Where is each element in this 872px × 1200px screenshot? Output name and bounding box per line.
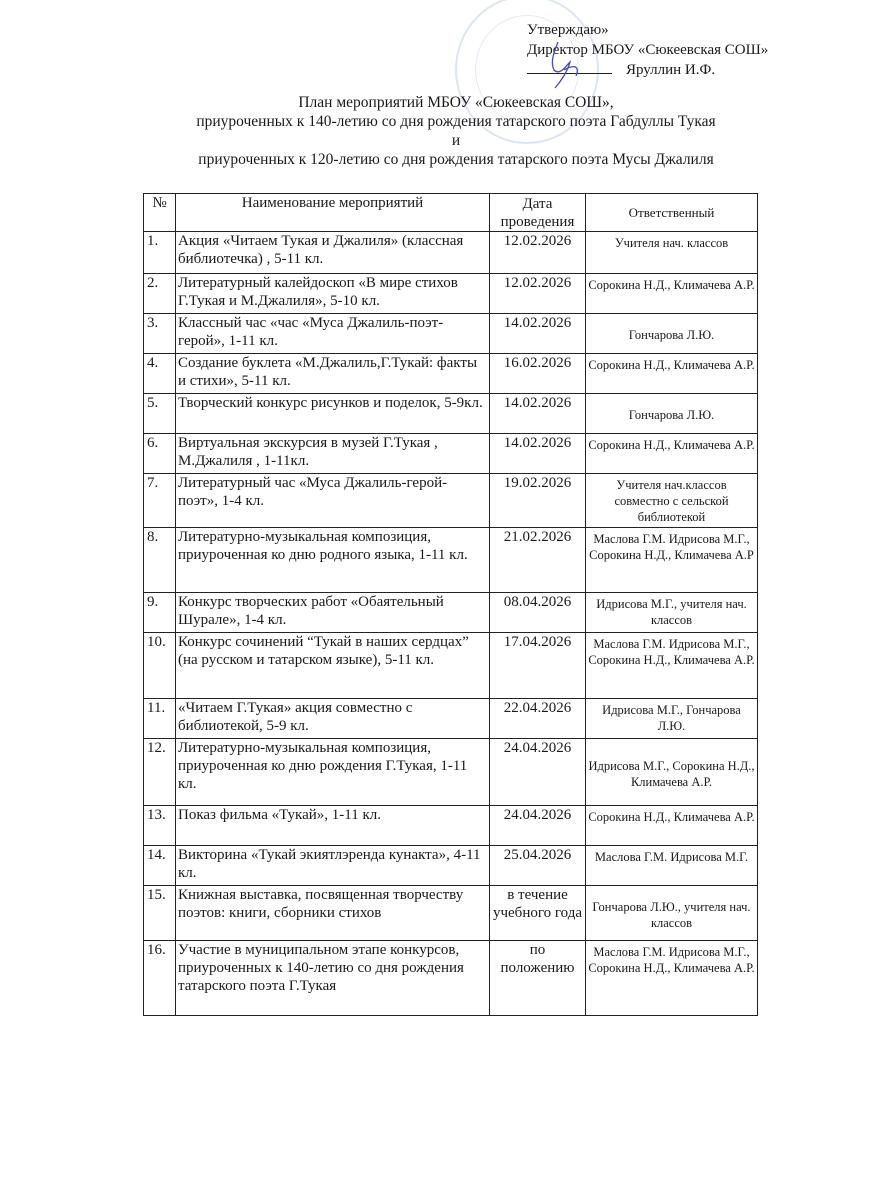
row-number: 11. <box>144 699 176 739</box>
event-name: Создание буклета «М.Джалиль,Г.Тукай: факты и стихи», 5-11 кл. <box>176 354 490 394</box>
title-line: приуроченных к 140-летию со дня рождения татарского поэта Габдуллы Тукая <box>196 113 716 130</box>
event-date: 08.04.2026 <box>490 593 586 633</box>
event-name: Конкурс творческих работ «Обаятельный Шурале», 1-4 кл. <box>176 593 490 633</box>
responsible: Маслова Г.М. Идрисова М.Г., Сорокина Н.Д., Климачева А.Р. <box>586 941 758 1016</box>
responsible: Гончарова Л.Ю. <box>586 394 758 434</box>
responsible: Маслова Г.М. Идрисова М.Г., Сорокина Н.Д., Климачева А.Р <box>586 528 758 593</box>
event-date: 22.04.2026 <box>490 699 586 739</box>
title-line: приуроченных к 120-летию со дня рождения татарского поэта Мусы Джалиля <box>198 151 714 168</box>
event-date: 19.02.2026 <box>490 474 586 528</box>
table-row <box>144 354 758 394</box>
responsible: Идрисова М.Г., учителя нач. классов <box>586 593 758 633</box>
row-number: 6. <box>144 434 176 474</box>
row-number: 8. <box>144 528 176 593</box>
event-name: Конкурс сочинений “Тукай в наших сердцах” (на русском и татарском языке), 5-11 кл. <box>176 633 490 699</box>
approver-name: Яруллин И.Ф. <box>626 62 716 78</box>
table-row <box>144 274 758 314</box>
responsible: Маслова Г.М. Идрисова М.Г. <box>586 846 758 886</box>
table-row <box>144 232 758 274</box>
event-date: 21.02.2026 <box>490 528 586 593</box>
event-name: Виртуальная экскурсия в музей Г.Тукая , М.Джалиля , 1-11кл. <box>176 434 490 474</box>
approver-position: Директор МБОУ «Сюкеевская СОШ» <box>527 42 769 58</box>
table-row <box>144 806 758 846</box>
responsible: Учителя нач. классов <box>586 232 758 274</box>
row-number: 15. <box>144 886 176 941</box>
approval-label: Утверждаю» <box>527 22 609 38</box>
row-number: 10. <box>144 633 176 699</box>
responsible: Гончарова Л.Ю. <box>586 314 758 354</box>
table-row <box>144 739 758 806</box>
responsible: Гончарова Л.Ю., учителя нач. классов <box>586 886 758 941</box>
title-line: План мероприятий МБОУ «Сюкеевская СОШ», <box>298 94 614 111</box>
title-line: и <box>451 132 461 149</box>
signature <box>540 40 590 90</box>
event-name: Классный час «час «Муса Джалиль-поэт-герой», 1-11 кл. <box>176 314 490 354</box>
row-number: 13. <box>144 806 176 846</box>
responsible: Идрисова М.Г., Сорокина Н.Д., Климачева А.Р. <box>586 739 758 806</box>
table-row <box>144 394 758 434</box>
table-row <box>144 474 758 528</box>
event-name: Акция «Читаем Тукая и Джалиля» (классная библиотечка) , 5-11 кл. <box>176 232 490 274</box>
event-name: Творческий конкурс рисунков и поделок, 5-9кл. <box>176 394 490 434</box>
event-date: 24.04.2026 <box>490 806 586 846</box>
event-name: Литературный калейдоскоп «В мире стихов Г.Тукая и М.Джалиля», 5-10 кл. <box>176 274 490 314</box>
table-header-row <box>144 194 758 232</box>
event-date: 16.02.2026 <box>490 354 586 394</box>
table-row <box>144 941 758 1016</box>
event-name: Литературно-музыкальная композиция, приуроченная ко дню рождения Г.Тукая, 1-11 кл. <box>176 739 490 806</box>
row-number: 9. <box>144 593 176 633</box>
event-date: 12.02.2026 <box>490 274 586 314</box>
event-date: 24.04.2026 <box>490 739 586 806</box>
row-number: 7. <box>144 474 176 528</box>
row-number: 12. <box>144 739 176 806</box>
table-row <box>144 593 758 633</box>
table-row <box>144 846 758 886</box>
row-number: 2. <box>144 274 176 314</box>
event-name: Участие в муниципальном этапе конкурсов, приуроченных к 140-летию со дня рождения татарского поэта Г.Тукая <box>176 941 490 1016</box>
responsible: Маслова Г.М. Идрисова М.Г., Сорокина Н.Д., Климачева А.Р. <box>586 633 758 699</box>
event-name: Литературный час «Муса Джалиль-герой-поэт», 1-4 кл. <box>176 474 490 528</box>
event-name: Показ фильма «Тукай», 1-11 кл. <box>176 806 490 846</box>
responsible: Сорокина Н.Д., Климачева А.Р. <box>586 434 758 474</box>
event-name: Книжная выставка, посвященная творчеству поэтов: книги, сборники стихов <box>176 886 490 941</box>
event-date: 17.04.2026 <box>490 633 586 699</box>
table-row <box>144 528 758 593</box>
responsible: Идрисова М.Г., Гончарова Л.Ю. <box>586 699 758 739</box>
event-name: «Читаем Г.Тукая» акция совместно с библиотекой, 5-9 кл. <box>176 699 490 739</box>
table-row <box>144 434 758 474</box>
row-number: 4. <box>144 354 176 394</box>
event-date: по положению <box>490 941 586 1016</box>
row-number: 16. <box>144 941 176 1016</box>
table-row <box>144 886 758 941</box>
event-date: 25.04.2026 <box>490 846 586 886</box>
event-date: 14.02.2026 <box>490 394 586 434</box>
event-date: 12.02.2026 <box>490 232 586 274</box>
event-date: 14.02.2026 <box>490 434 586 474</box>
responsible: Сорокина Н.Д., Климачева А.Р. <box>586 354 758 394</box>
header-date: Дата проведения <box>490 194 586 232</box>
table-row <box>144 633 758 699</box>
header-responsible: Ответственный <box>586 194 758 232</box>
document-title <box>0 93 872 169</box>
responsible: Сорокина Н.Д., Климачева А.Р. <box>586 806 758 846</box>
event-date: 14.02.2026 <box>490 314 586 354</box>
row-number: 1. <box>144 232 176 274</box>
header-name: Наименование мероприятий <box>176 194 490 232</box>
row-number: 5. <box>144 394 176 434</box>
event-name: Литературно-музыкальная композиция, приуроченная ко дню родного языка, 1-11 кл. <box>176 528 490 593</box>
header-num: № <box>144 194 176 232</box>
responsible: Сорокина Н.Д., Климачева А.Р. <box>586 274 758 314</box>
events-table <box>143 193 758 1016</box>
table-row <box>144 699 758 739</box>
event-date: в течение учебного года <box>490 886 586 941</box>
event-name: Викторина «Тукай экиятлэренда кунакта», 4-11 кл. <box>176 846 490 886</box>
row-number: 3. <box>144 314 176 354</box>
table-row <box>144 314 758 354</box>
row-number: 14. <box>144 846 176 886</box>
responsible: Учителя нач.классов совместно с сельской библиотекой <box>586 474 758 528</box>
